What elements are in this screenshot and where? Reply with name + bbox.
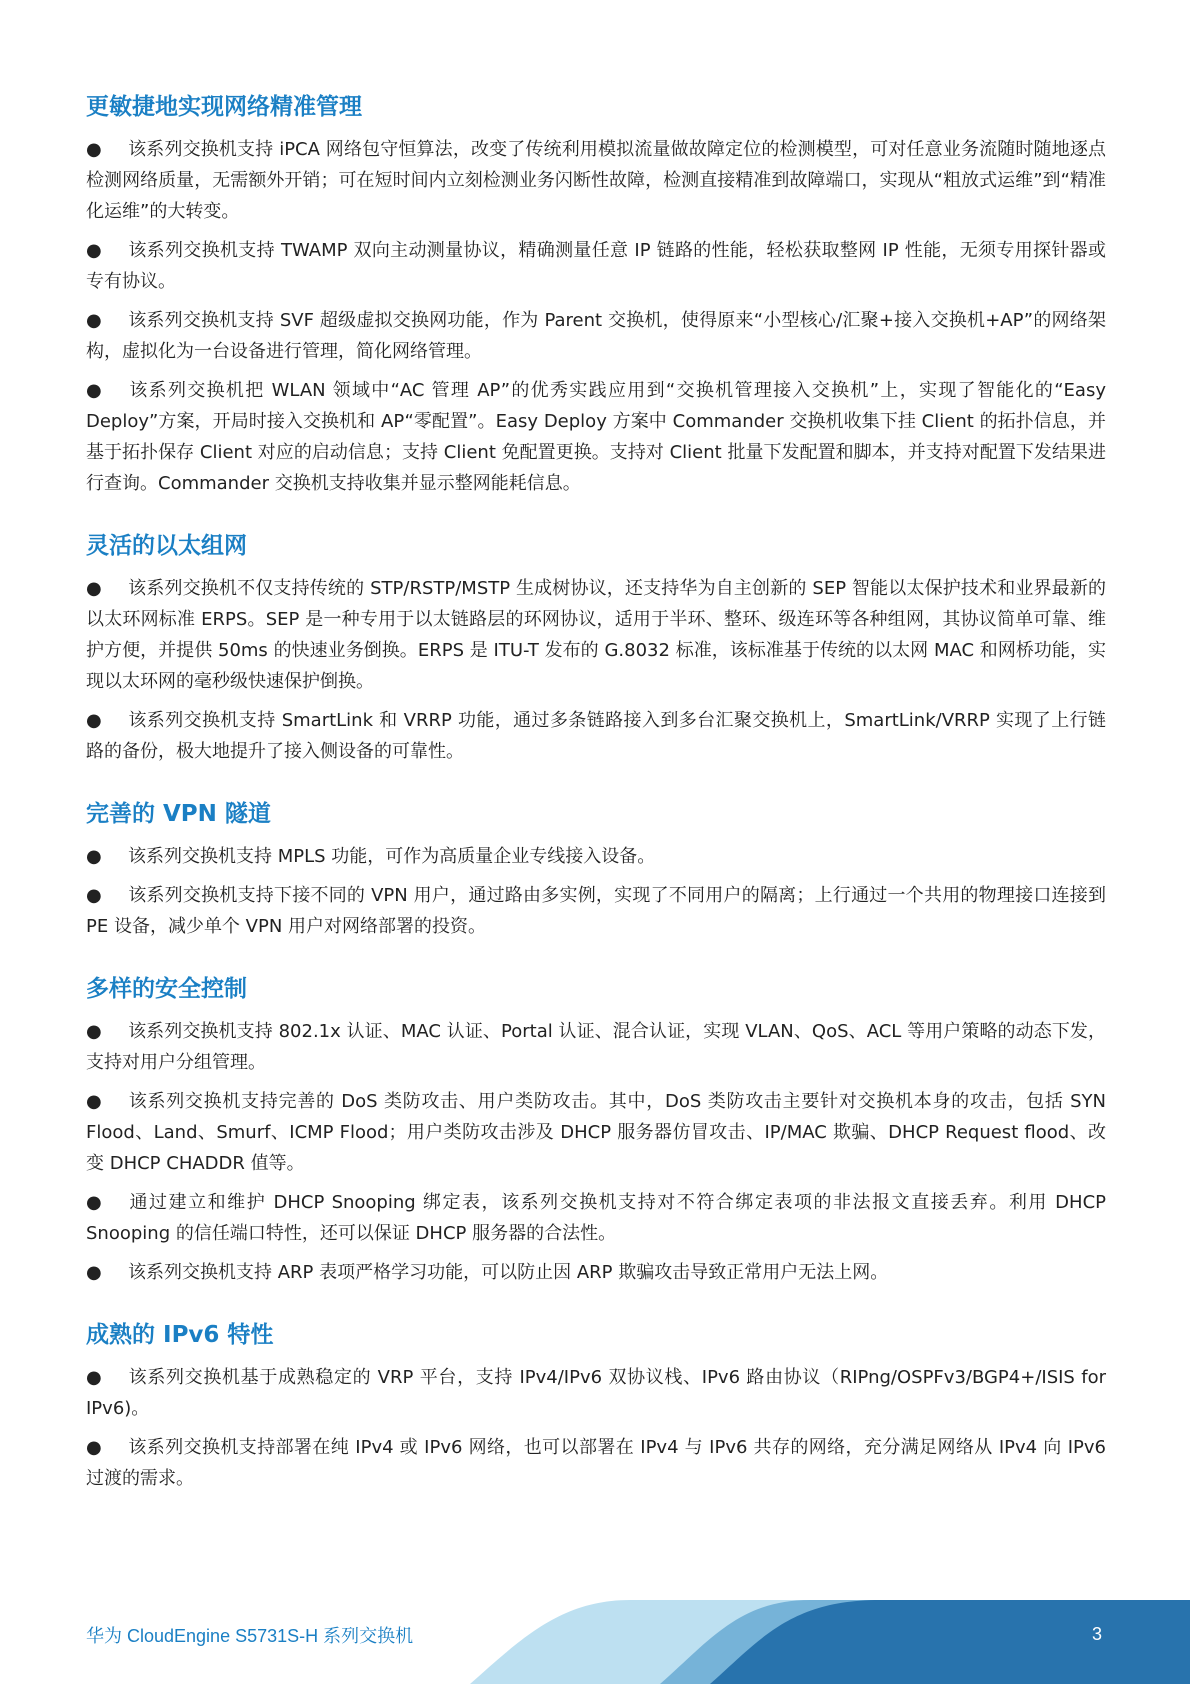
section: [86, 797, 1106, 942]
footer-product-title: 华为 CloudEngine S5731S-H 系列交换机: [86, 1626, 414, 1646]
section: [86, 529, 1106, 767]
page-number: 3: [1092, 1624, 1103, 1644]
bullet-icon: ●: [86, 310, 102, 331]
section-heading: 更敏捷地实现网络精准管理: [86, 94, 362, 120]
bullet-paragraph: [86, 235, 1106, 297]
bullet-icon: ●: [86, 240, 102, 261]
paragraph-text: 该系列交换机支持 802.1x 认证、MAC 认证、Portal 认证、混合认证，实现 VLAN、QoS、ACL 等用户策略的动态下发，支持对用户分组管理。: [86, 1021, 1106, 1073]
bullet-paragraph: [86, 134, 1106, 227]
paragraph-text: 该系列交换机支持 MPLS 功能，可作为高质量企业专线接入设备。: [128, 846, 656, 867]
section-heading: 完善的 VPN 隧道: [86, 801, 271, 827]
paragraph-text: 该系列交换机支持部署在纯 IPv4 或 IPv6 网络，也可以部署在 IPv4 与 IPv6 共存的网络，充分满足网络从 IPv4 向 IPv6 过渡的需求。: [86, 1437, 1106, 1489]
paragraph-text: 该系列交换机把 WLAN 领域中“AC 管理 AP”的优秀实践应用到“交换机管理接入交换机”上，实现了智能化的“Easy Deploy”方案，开局时接入交换机和 AP“零配置”。Easy Deploy 方案中 Commander 交换机收集下挂 Client 的拓扑信息，并基于拓扑保存 Client 对应的启动信息；支持 Client 免配置更换。支持对 Client 批量下发配置和脚本，并支持对配置下发结果进行查询。Commander 交换机支持收集并显示整网能耗信息。: [86, 380, 1107, 494]
bullet-icon: ●: [86, 1262, 102, 1283]
bullet-icon: ●: [86, 380, 102, 401]
bullet-icon: ●: [86, 139, 102, 160]
bullet-paragraph: [86, 880, 1106, 942]
bullet-paragraph: [86, 375, 1106, 499]
section: [86, 90, 1106, 499]
paragraph-text: 该系列交换机支持 SVF 超级虚拟交换网功能，作为 Parent 交换机，使得原来“小型核心/汇聚+接入交换机+AP”的网络架构，虚拟化为一台设备进行管理，简化网络管理。: [86, 310, 1106, 362]
bullet-icon: ●: [86, 578, 102, 599]
bullet-icon: ●: [86, 1367, 102, 1388]
bullet-paragraph: [86, 1257, 1106, 1288]
bullet-paragraph: [86, 1016, 1106, 1078]
section-heading: 灵活的以太组网: [86, 533, 247, 559]
bullet-icon: ●: [86, 1021, 102, 1042]
paragraph-text: 该系列交换机基于成熟稳定的 VRP 平台，支持 IPv4/IPv6 双协议栈、IPv6 路由协议（RIPng/OSPFv3/BGP4+/ISIS for IPv6)。: [86, 1367, 1106, 1419]
paragraph-text: 该系列交换机支持下接不同的 VPN 用户，通过路由多实例，实现了不同用户的隔离；上行通过一个共用的物理接口连接到 PE 设备，减少单个 VPN 用户对网络部署的投资。: [86, 885, 1106, 937]
bullet-icon: ●: [86, 846, 102, 867]
bullet-paragraph: [86, 1362, 1106, 1424]
paragraph-text: 该系列交换机支持 ARP 表项严格学习功能，可以防止因 ARP 欺骗攻击导致正常用户无法上网。: [128, 1262, 889, 1283]
bullet-icon: ●: [86, 710, 102, 731]
bullet-paragraph: [86, 705, 1106, 767]
bullet-paragraph: [86, 1086, 1106, 1179]
section: [86, 1318, 1106, 1494]
bullet-paragraph: [86, 1187, 1106, 1249]
bullet-paragraph: [86, 305, 1106, 367]
document-body: [86, 90, 1106, 1524]
bullet-icon: ●: [86, 1192, 102, 1213]
bullet-paragraph: [86, 1432, 1106, 1494]
paragraph-text: 该系列交换机支持 iPCA 网络包守恒算法，改变了传统利用模拟流量做故障定位的检测模型，可对任意业务流随时随地逐点检测网络质量，无需额外开销；可在短时间内立刻检测业务闪断性故障，检测直接精准到故障端口，实现从“粗放式运维”到“精准化运维”的大转变。: [86, 139, 1106, 222]
bullet-icon: ●: [86, 1437, 102, 1458]
section: [86, 972, 1106, 1288]
bullet-paragraph: [86, 573, 1106, 697]
bullet-paragraph: [86, 841, 1106, 872]
section-heading: 多样的安全控制: [86, 976, 247, 1002]
section-heading: 成熟的 IPv6 特性: [86, 1322, 274, 1348]
bullet-icon: ●: [86, 1091, 102, 1112]
paragraph-text: 该系列交换机支持 TWAMP 双向主动测量协议，精确测量任意 IP 链路的性能，轻松获取整网 IP 性能，无须专用探针器或专有协议。: [86, 240, 1106, 292]
paragraph-text: 该系列交换机支持 SmartLink 和 VRRP 功能，通过多条链路接入到多台汇聚交换机上，SmartLink/VRRP 实现了上行链路的备份，极大地提升了接入侧设备的可靠性。: [86, 710, 1106, 762]
paragraph-text: 该系列交换机不仅支持传统的 STP/RSTP/MSTP 生成树协议，还支持华为自主创新的 SEP 智能以太保护技术和业界最新的以太环网标准 ERPS。SEP 是一种专用于以太链路层的环网协议，适用于半环、整环、级连环等各种组网，其协议简单可靠、维护方便，并提供 50ms 的快速业务倒换。ERPS 是 ITU-T 发布的 G.8032 标准，该标准基于传统的以太网 MAC 和网桥功能，实现以太环网的毫秒级快速保护倒换。: [86, 578, 1106, 692]
paragraph-text: 通过建立和维护 DHCP Snooping 绑定表，该系列交换机支持对不符合绑定表项的非法报文直接丢弃。利用 DHCP Snooping 的信任端口特性，还可以保证 DHCP 服务器的合法性。: [86, 1192, 1106, 1244]
paragraph-text: 该系列交换机支持完善的 DoS 类防攻击、用户类防攻击。其中，DoS 类防攻击主要针对交换机本身的攻击，包括 SYN Flood、Land、Smurf、ICMP Flood；用户类防攻击涉及 DHCP 服务器仿冒攻击、IP/MAC 欺骗、DHCP Request flood、改变 DHCP CHADDR 值等。: [86, 1091, 1106, 1174]
bullet-icon: ●: [86, 885, 102, 906]
